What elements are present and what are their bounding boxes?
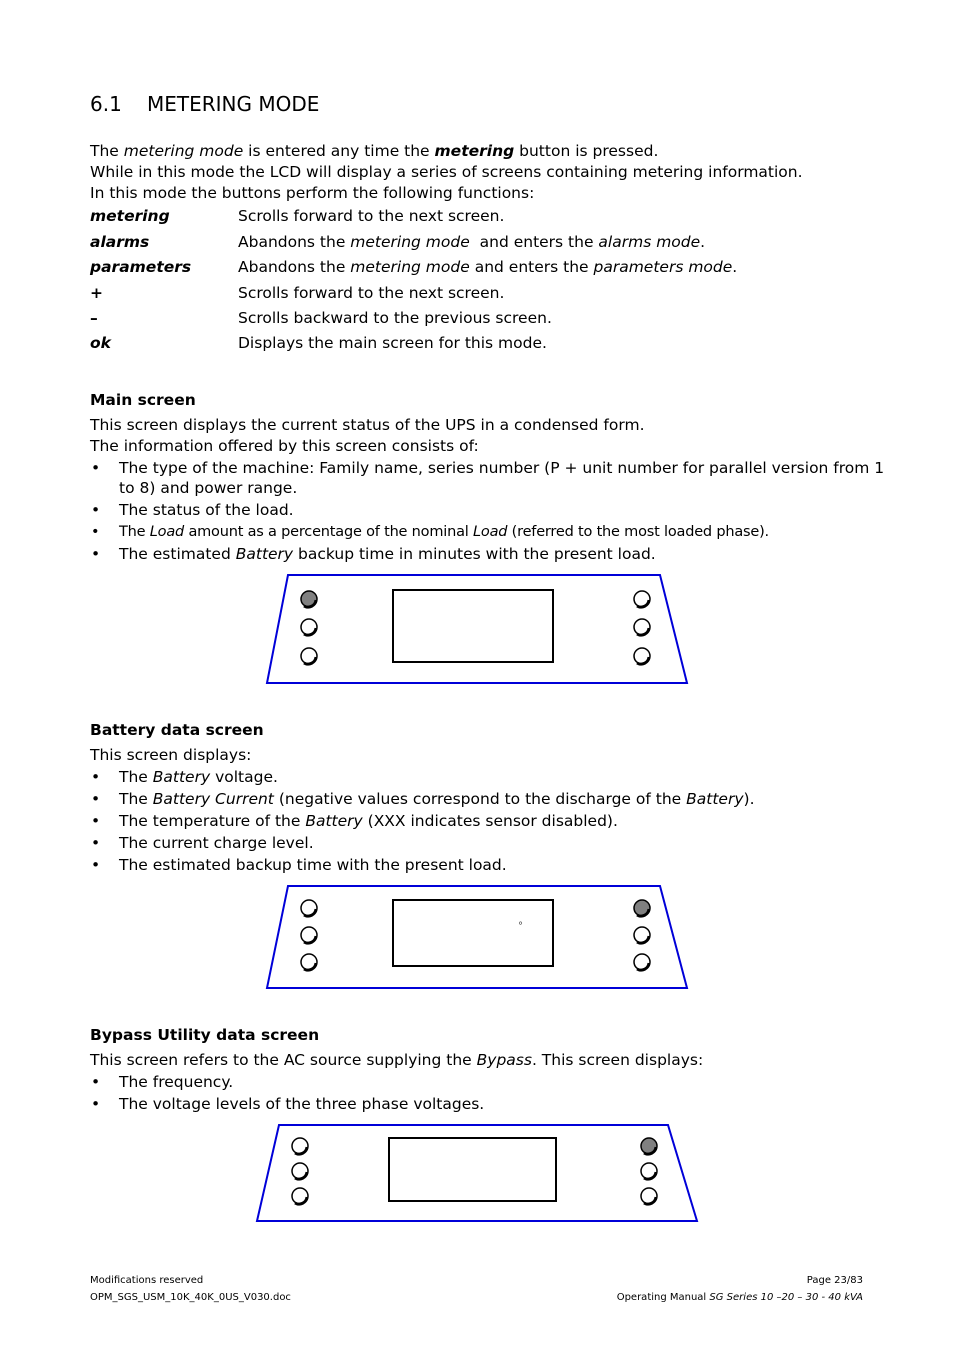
main-screen-heading: Main screen [90,391,196,409]
button-parameters[interactable] [292,1188,308,1204]
button-parameters[interactable] [301,954,317,970]
bypass-screen-p1: This screen refers to the AC source supplying the Bypass. This screen displays: [90,1051,704,1069]
button-ok[interactable] [641,1188,657,1204]
button-metering[interactable] [292,1138,308,1154]
function-key-ok: ok [90,334,111,352]
button-plus[interactable] [641,1138,657,1154]
footer-left-1: Modifications reserved [90,1275,204,1286]
battery-screen-p1: This screen displays: [90,746,252,764]
section-title-text: METERING MODE [147,92,320,116]
function-key-alarms: alarms [90,233,150,251]
function-desc-minus: Scrolls backward to the previous screen. [238,309,552,327]
button-alarms[interactable] [301,927,317,943]
lcd-display [389,1138,556,1201]
button-plus[interactable] [634,900,650,916]
button-minus[interactable] [634,927,650,943]
list-item-continuation: to 8) and power range. [119,479,298,497]
ups-panel-battery-screen [260,880,700,995]
function-desc-alarms: Abandons the metering mode and enters the alarms mode. [238,233,706,251]
footer-page-number: Page 23/83 [806,1275,863,1286]
battery-screen-heading: Battery data screen [90,721,264,739]
button-minus[interactable] [641,1163,657,1179]
button-ok[interactable] [634,648,650,664]
footer-manual-title: Operating Manual SG Series 10 –20 – 30 - 40 kVA [616,1292,863,1303]
button-alarms[interactable] [292,1163,308,1179]
button-metering[interactable] [301,591,317,607]
function-key-parameters: parameters [90,258,192,276]
function-key-minus: – [90,309,98,327]
lcd-display [393,900,553,966]
button-minus[interactable] [634,619,650,635]
intro-line-3: In this mode the buttons perform the following functions: [90,184,535,202]
main-screen-p2: The information offered by this screen consists of: [90,437,479,455]
function-desc-metering: Scrolls forward to the next screen. [238,207,505,225]
function-key-plus: + [90,284,103,302]
section-number: 6.1 [90,92,122,116]
button-plus[interactable] [634,591,650,607]
function-desc-plus: Scrolls forward to the next screen. [238,284,505,302]
function-desc-parameters: Abandons the metering mode and enters the parameters mode. [238,258,738,276]
intro-line-2: While in this mode the LCD will display a series of screens containing metering information. [90,163,803,181]
footer-left-2: OPM_SGS_USM_10K_40K_0US_V030.doc [90,1292,291,1303]
bypass-screen-heading: Bypass Utility data screen [90,1026,320,1044]
ups-panel-bypass-screen [250,1120,705,1228]
button-ok[interactable] [634,954,650,970]
main-screen-p1: This screen displays the current status of the UPS in a condensed form. [90,416,645,434]
section-title [90,92,319,116]
function-key-metering: metering [90,207,170,225]
function-desc-ok: Displays the main screen for this mode. [238,334,547,352]
intro-line-1: The metering mode is entered any time the metering button is pressed. [90,142,659,160]
ups-panel-main-screen [260,570,700,690]
button-parameters[interactable] [301,648,317,664]
lcd-degree-mark: ° [518,921,523,932]
button-alarms[interactable] [301,619,317,635]
lcd-display [393,590,553,662]
button-metering[interactable] [301,900,317,916]
